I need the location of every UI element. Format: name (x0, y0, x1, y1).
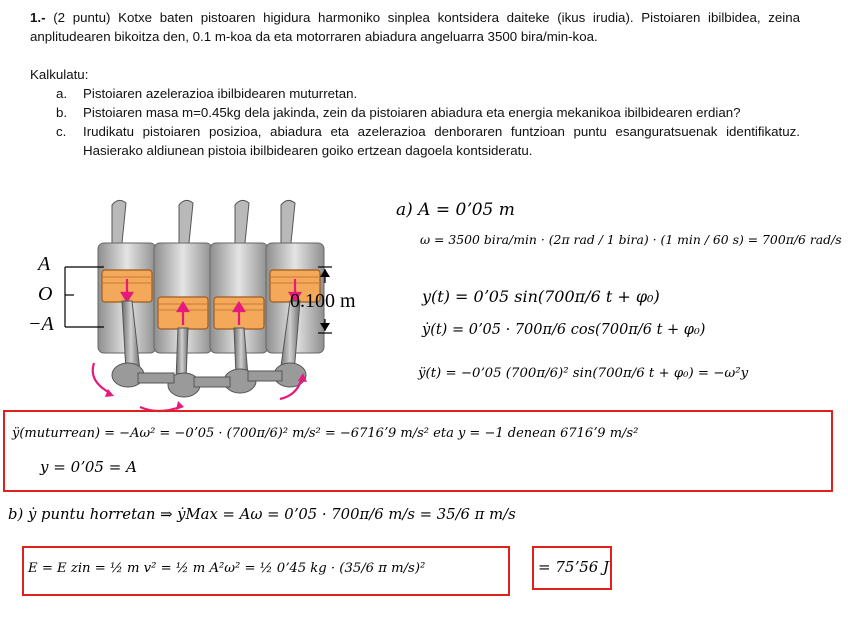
spark-plugs (112, 200, 295, 243)
crankshaft (112, 363, 306, 397)
label-negA: −A (28, 313, 54, 335)
hw-position: y(t) = 0ʼ05 sin(700π/6 t + φ₀) (422, 287, 660, 306)
engine-piston-figure (28, 195, 393, 415)
hw-max-velocity: b) ẏ puntu horretan ⇒ ẏMax = Aω = 0ʼ05 · 700π/6 m/s = 35/6 π m/s (8, 506, 516, 523)
result-box-acceleration (3, 410, 833, 492)
hw-velocity: ẏ(t) = 0ʼ05 · 700π/6 cos(700π/6 t + φ₀) (422, 322, 706, 338)
hw-extreme-position: y = 0ʼ05 = A (40, 458, 137, 476)
hw-energy-result: = 75ʼ56 J (538, 558, 610, 576)
problem-text: (2 puntu) Kotxe baten pistoaren higidura harmoniko sinplea kontsidera daiteke (ikus irudia). Pistoiaren ibilbidea, zeina anplitudearen bikoitza den, 0.1 m-koa da eta motorraren abiadura angeluarra 3500 bira/min-koa. (30, 10, 800, 44)
hw-acceleration: ÿ(t) = −0ʼ05 (700π/6)² sin(700π/6 t + φ₀) = −ω²y (418, 366, 749, 381)
label-A: A (38, 253, 51, 275)
question-a: a. Pistoiaren azelerazioa ibilbidearen muturretan. (56, 86, 358, 101)
problem-number: 1.- (30, 10, 46, 25)
kalkulatu-heading: Kalkulatu: (30, 67, 89, 82)
question-c: c. Irudikatu pistoiaren posizioa, abiadura eta azelerazioa denboraren funtzioan puntu esanguratsuenak identifikatuz. Hasierako aldiunean pistoia ibilbidearen goiko ertzean dagoela kontsideratu. (56, 124, 800, 158)
hw-amplitude: a) A = 0ʼ05 m (396, 200, 515, 220)
label-O: O (38, 283, 53, 305)
hw-max-acceleration: ÿ(muturrean) = −Aω² = −0ʼ05 · (700π/6)² m/s² = −6716ʼ9 m/s² eta y = −1 denean 6716ʼ9 m/s² (12, 426, 639, 441)
hw-omega: ω = 3500 bira/min · (2π rad / 1 bira) · (1 min / 60 s) = 700π/6 rad/s (420, 232, 842, 247)
hw-energy: E = E zin = ½ m v² = ½ m A²ω² = ½ 0ʼ45 kg · (35/6 π m/s)² (28, 561, 426, 576)
stroke-label: 0.100 m (290, 290, 356, 312)
problem-statement (30, 8, 800, 160)
question-list (30, 84, 800, 160)
question-b: b. Pistoiaren masa m=0.45kg dela jakinda, zein da pistoiaren abiadura eta energia mekanikoa ibilbidearen erdian? (56, 105, 741, 120)
